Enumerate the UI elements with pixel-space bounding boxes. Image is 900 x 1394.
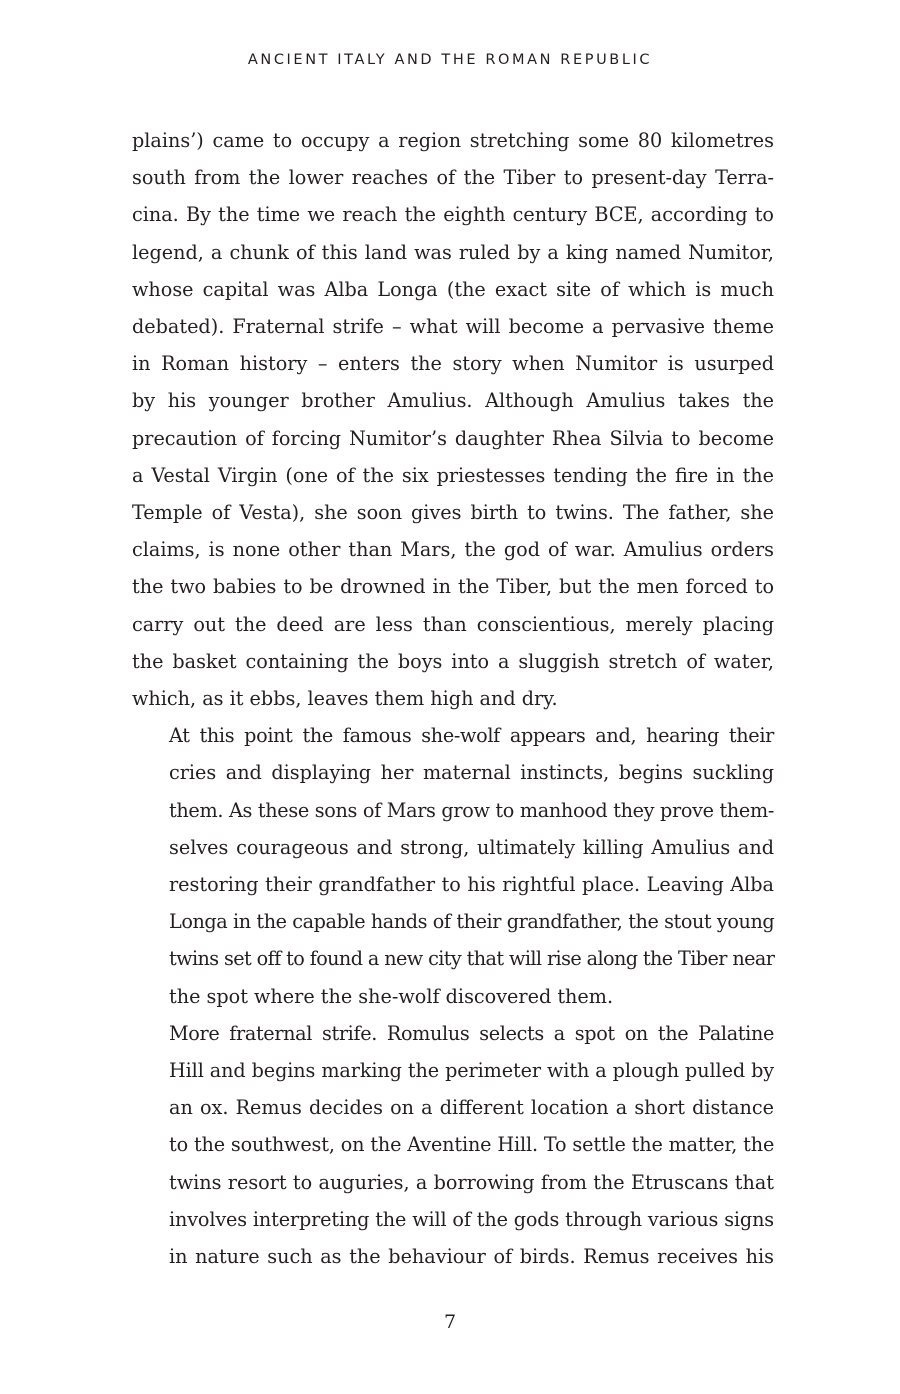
text-line: precaution of forcing Numitor’s daughter Rhea Silvia to become <box>132 426 774 450</box>
text-line: twins set off to found a new city that will rise along the Tiber near <box>169 947 775 971</box>
text-line: cina. By the time we reach the eighth century BCE, according to <box>132 203 774 227</box>
text-line: Longa in the capable hands of their grandfather, the stout young <box>169 910 775 934</box>
text-line: in Roman history – enters the story when Numitor is usurped <box>132 352 774 376</box>
text-line: them. As these sons of Mars grow to manhood they prove them- <box>169 798 774 822</box>
text-line: whose capital was Alba Longa (the exact site of which is much <box>132 277 774 301</box>
text-line: At this point the famous she-wolf appears and, hearing their <box>169 724 774 748</box>
paragraph-3 <box>132 1015 774 1275</box>
text-line: which, as it ebbs, leaves them high and dry. <box>132 687 558 711</box>
page-number: 7 <box>443 1311 457 1333</box>
text-line: south from the lower reaches of the Tiber to present-day Terra- <box>132 166 774 190</box>
text-line: claims, is none other than Mars, the god of war. Amulius orders <box>132 538 774 562</box>
text-line: the two babies to be drowned in the Tiber, but the men forced to <box>132 575 774 599</box>
text-line: by his younger brother Amulius. Although Amulius takes the <box>132 389 774 413</box>
text-line: cries and displaying her maternal instincts, begins suckling <box>169 761 774 785</box>
text-line: plains’) came to occupy a region stretching some 80 kilometres <box>132 129 774 152</box>
text-line: debated). Fraternal strife – what will become a pervasive theme <box>132 315 774 339</box>
body-text <box>132 122 774 1275</box>
text-line: restoring their grandfather to his rightful place. Leaving Alba <box>169 873 774 897</box>
text-line: a Vestal Virgin (one of the six priestesses tending the fire in the <box>132 463 774 487</box>
text-line: in nature such as the behaviour of birds. Remus receives his <box>169 1245 774 1269</box>
text-line: legend, a chunk of this land was ruled by a king named Numitor, <box>132 240 774 264</box>
text-line: carry out the deed are less than conscientious, merely placing <box>132 612 774 636</box>
text-line: involves interpreting the will of the gods through various signs <box>169 1207 774 1231</box>
paragraph-1 <box>132 122 774 717</box>
text-line: Temple of Vesta), she soon gives birth to twins. The father, she <box>132 501 774 525</box>
text-line: the basket containing the boys into a sluggish stretch of water, <box>132 649 774 673</box>
text-line: selves courageous and strong, ultimately killing Amulius and <box>169 835 774 859</box>
paragraph-2 <box>132 717 774 1015</box>
text-line: Hill and begins marking the perimeter with a plough pulled by <box>169 1059 774 1083</box>
text-line: twins resort to auguries, a borrowing from the Etruscans that <box>169 1170 774 1194</box>
text-line: to the southwest, on the Aventine Hill. To settle the matter, the <box>169 1133 775 1157</box>
text-line: More fraternal strife. Romulus selects a spot on the Palatine <box>169 1021 774 1045</box>
text-line: the spot where the she-wolf discovered them. <box>169 984 614 1008</box>
running-head: ANCIENT ITALY AND THE ROMAN REPUBLIC <box>247 52 653 68</box>
text-line: an ox. Remus decides on a different location a short distance <box>169 1096 774 1120</box>
